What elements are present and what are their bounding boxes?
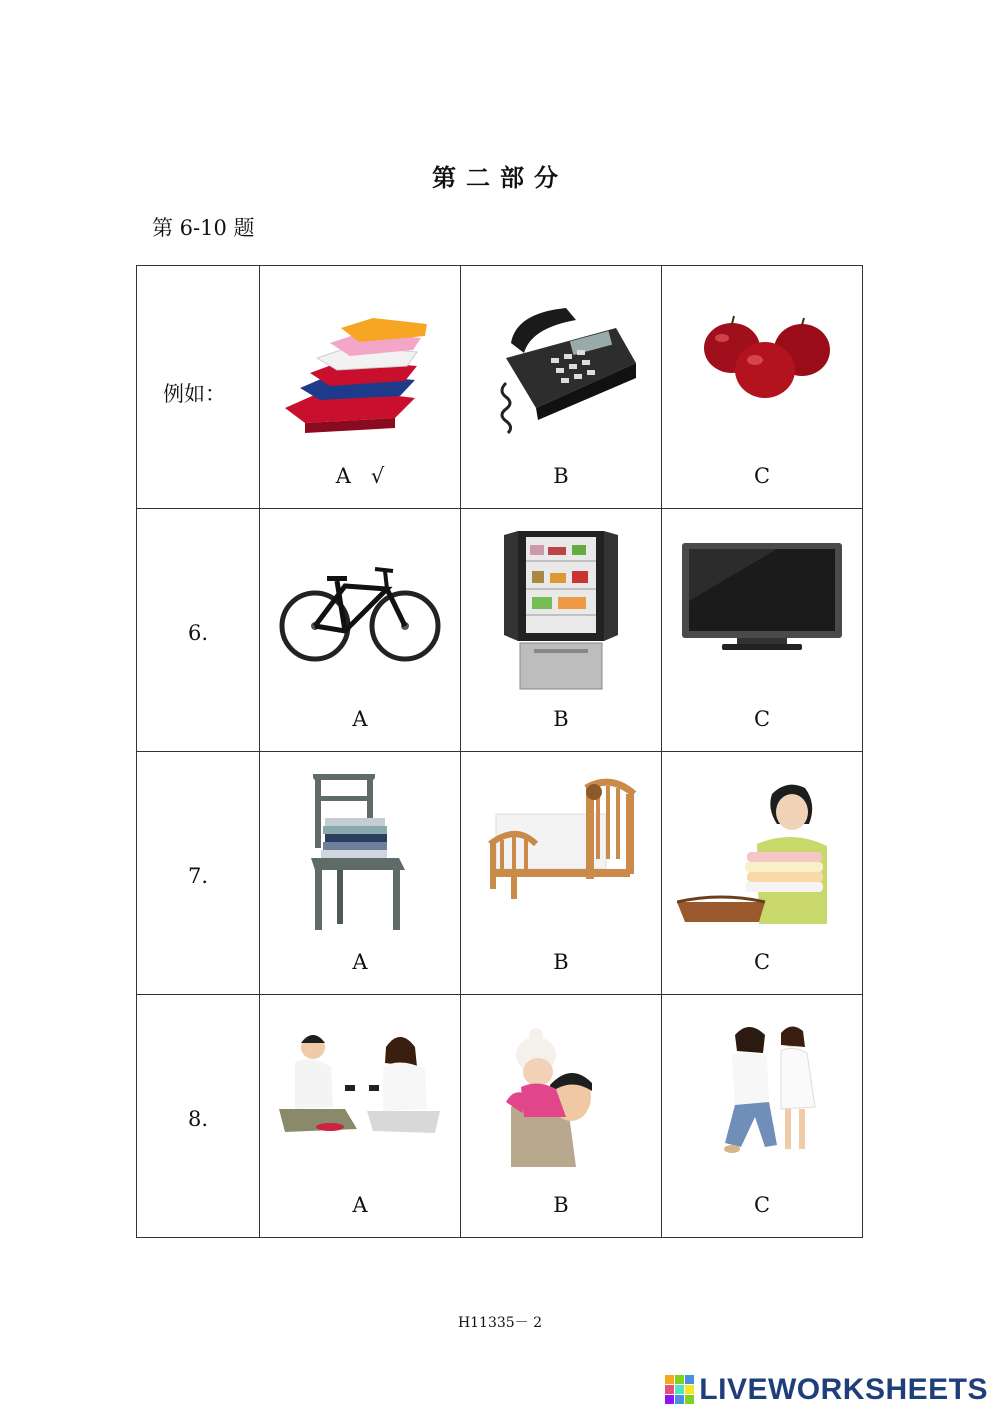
woman-with-towels-icon bbox=[677, 774, 847, 934]
option-letter: B bbox=[553, 1193, 569, 1217]
option-cell[interactable] bbox=[260, 752, 461, 995]
option-letter: C bbox=[753, 464, 771, 488]
table-row bbox=[137, 995, 863, 1238]
option-letter: B bbox=[553, 950, 569, 974]
option-letter: B bbox=[553, 707, 569, 731]
table-row bbox=[137, 752, 863, 995]
couple-playing-game-icon bbox=[275, 1017, 445, 1177]
option-letter: B bbox=[553, 464, 569, 488]
question-number: 6. bbox=[187, 621, 209, 645]
option-cell[interactable] bbox=[461, 266, 662, 509]
option-cell[interactable] bbox=[461, 752, 662, 995]
table-row bbox=[137, 509, 863, 752]
option-cell[interactable] bbox=[662, 995, 863, 1238]
option-cell[interactable] bbox=[260, 266, 461, 509]
question-table bbox=[136, 265, 863, 1238]
option-letter: A bbox=[335, 464, 351, 488]
option-letter: A bbox=[352, 950, 368, 974]
apples-icon bbox=[677, 288, 847, 448]
question-number: 8. bbox=[187, 1107, 209, 1131]
refrigerator-icon bbox=[476, 531, 646, 691]
option-cell[interactable] bbox=[461, 995, 662, 1238]
page-code: H11335－ 2 bbox=[457, 1315, 543, 1331]
table-row bbox=[137, 266, 863, 509]
option-cell[interactable] bbox=[662, 752, 863, 995]
chair-with-clothes-icon bbox=[275, 774, 445, 934]
section-subtitle: 第 6-10 题 bbox=[152, 216, 255, 240]
mother-and-daughter-icon bbox=[677, 1017, 847, 1177]
option-cell[interactable] bbox=[260, 509, 461, 752]
option-letter: C bbox=[753, 1193, 771, 1217]
telephone-icon bbox=[476, 288, 646, 448]
option-letter: C bbox=[753, 707, 771, 731]
bed-icon bbox=[476, 774, 646, 934]
liveworksheets-logo-icon bbox=[665, 1375, 695, 1405]
option-cell[interactable] bbox=[260, 995, 461, 1238]
television-icon bbox=[677, 531, 847, 691]
father-and-child-icon bbox=[476, 1017, 646, 1177]
books-icon bbox=[275, 288, 445, 448]
option-cell[interactable] bbox=[662, 266, 863, 509]
example-label: 例如： bbox=[163, 382, 226, 406]
option-letter: A bbox=[352, 1193, 368, 1217]
page-title: 第二部分 bbox=[432, 163, 568, 192]
option-letter: A bbox=[352, 707, 368, 731]
option-letter: C bbox=[753, 950, 771, 974]
question-number: 7. bbox=[187, 864, 209, 888]
check-mark: √ bbox=[370, 464, 385, 488]
option-cell[interactable] bbox=[461, 509, 662, 752]
option-cell[interactable] bbox=[662, 509, 863, 752]
bicycle-icon bbox=[275, 531, 445, 691]
brand-logo[interactable] bbox=[665, 1370, 988, 1410]
brand-name: LIVEWORKSHEETS bbox=[699, 1373, 988, 1406]
